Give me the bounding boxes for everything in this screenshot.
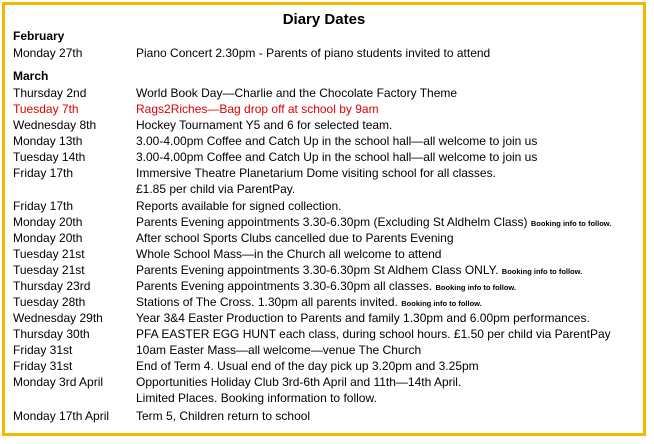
- event-description: Parents Evening appointments 3.30-6.30pm St Aldhem Class ONLY. Booking info to follow.: [136, 263, 583, 277]
- event-date: Friday 17th: [13, 166, 74, 180]
- event-description: Reports available for signed collection.: [136, 199, 342, 213]
- table-row: [13, 134, 643, 150]
- table-row: [13, 199, 643, 215]
- table-row: [13, 279, 643, 295]
- diary-frame: [2, 2, 646, 436]
- event-date: Thursday 23rd: [13, 279, 91, 293]
- event-date: Wednesday 8th: [13, 118, 97, 132]
- event-date: Monday 20th: [13, 215, 83, 229]
- event-date: Monday 20th: [13, 231, 83, 245]
- event-date: Friday 17th: [13, 199, 74, 213]
- table-row: [13, 118, 643, 134]
- table-row: [13, 215, 643, 231]
- event-date: Tuesday 7th: [13, 102, 79, 116]
- event-date: Friday 31st: [13, 359, 73, 373]
- booking-note: Booking info to follow.: [530, 219, 612, 228]
- event-date: Thursday 2nd: [13, 86, 87, 100]
- event-description: Term 5, Children return to school: [136, 409, 311, 423]
- event-date: Tuesday 28th: [13, 295, 86, 309]
- event-date: Monday 27th: [13, 46, 83, 60]
- event-date: Monday 3rd April: [13, 375, 104, 389]
- event-description: Year 3&4 Easter Production to Parents and family 1.30pm and 6.00pm performances.: [136, 311, 590, 325]
- event-description: Stations of The Cross. 1.30pm all parents invited. Booking info to follow.: [136, 295, 482, 309]
- event-description: Opportunities Holiday Club 3rd-6th April and 11th—14th April.: [136, 375, 462, 389]
- event-description: Piano Concert 2.30pm - Parents of piano students invited to attend: [136, 46, 491, 60]
- booking-note: Booking info to follow.: [435, 283, 517, 292]
- booking-note: Booking info to follow.: [501, 267, 583, 276]
- event-date: Friday 31st: [13, 343, 73, 357]
- table-row: [13, 46, 643, 62]
- table-row: [13, 150, 643, 166]
- event-date: Wednesday 29th: [13, 311, 103, 325]
- table-row: [13, 327, 643, 343]
- table-row: [13, 295, 643, 311]
- event-description: World Book Day—Charlie and the Chocolate Factory Theme: [136, 86, 458, 100]
- table-row: [13, 343, 643, 359]
- event-date: Monday 13th: [13, 134, 83, 148]
- event-description: After school Sports Clubs cancelled due to Parents Evening: [136, 231, 454, 245]
- event-continuation: £1.85 per child via ParentPay.: [136, 182, 296, 196]
- event-description: Hockey Tournament Y5 and 6 for selected team.: [136, 118, 393, 132]
- event-description: Parents Evening appointments 3.30-6.30pm (Excluding St Aldhelm Class) Booking info to follow.: [136, 215, 612, 229]
- month-heading-february: February: [13, 29, 65, 43]
- table-row: [13, 166, 643, 182]
- event-description: Immersive Theatre Planetarium Dome visiting school for all classes.: [136, 166, 496, 180]
- event-date: Thursday 30th: [13, 327, 90, 341]
- event-date: Tuesday 21st: [13, 247, 85, 261]
- event-continuation: Limited Places. Booking information to follow.: [136, 391, 377, 405]
- event-date: Tuesday 21st: [13, 263, 85, 277]
- event-description: Parents Evening appointments 3.30-6.30pm all classes. Booking info to follow.: [136, 279, 517, 293]
- event-date: Monday 17th April: [13, 409, 110, 423]
- event-description: Rags2Riches—Bag drop off at school by 9am: [136, 102, 379, 116]
- event-date: Tuesday 14th: [13, 150, 86, 164]
- event-description: 3.00-4.00pm Coffee and Catch Up in the school hall—all welcome to join us: [136, 150, 538, 164]
- table-row: [13, 409, 643, 425]
- event-description: End of Term 4. Usual end of the day pick up 3.20pm and 3.25pm: [136, 359, 479, 373]
- table-row: [13, 311, 643, 327]
- event-description: PFA EASTER EGG HUNT each class, during school hours. £1.50 per child via ParentPay: [136, 327, 611, 341]
- table-row: [13, 263, 643, 279]
- table-row: [13, 231, 643, 247]
- table-row: [13, 359, 643, 375]
- month-heading-march: March: [13, 69, 49, 83]
- event-description: 3.00-4.00pm Coffee and Catch Up in the school hall—all welcome to join us: [136, 134, 538, 148]
- event-description: Whole School Mass—in the Church all welcome to attend: [136, 247, 442, 261]
- table-row: [13, 247, 643, 263]
- booking-note: Booking info to follow.: [401, 299, 482, 308]
- event-description: 10am Easter Mass—all welcome—venue The Church: [136, 343, 422, 357]
- table-row: [13, 375, 643, 391]
- diary-title: Diary Dates: [282, 11, 366, 28]
- table-row-highlighted: [13, 102, 643, 118]
- table-row: [13, 86, 643, 102]
